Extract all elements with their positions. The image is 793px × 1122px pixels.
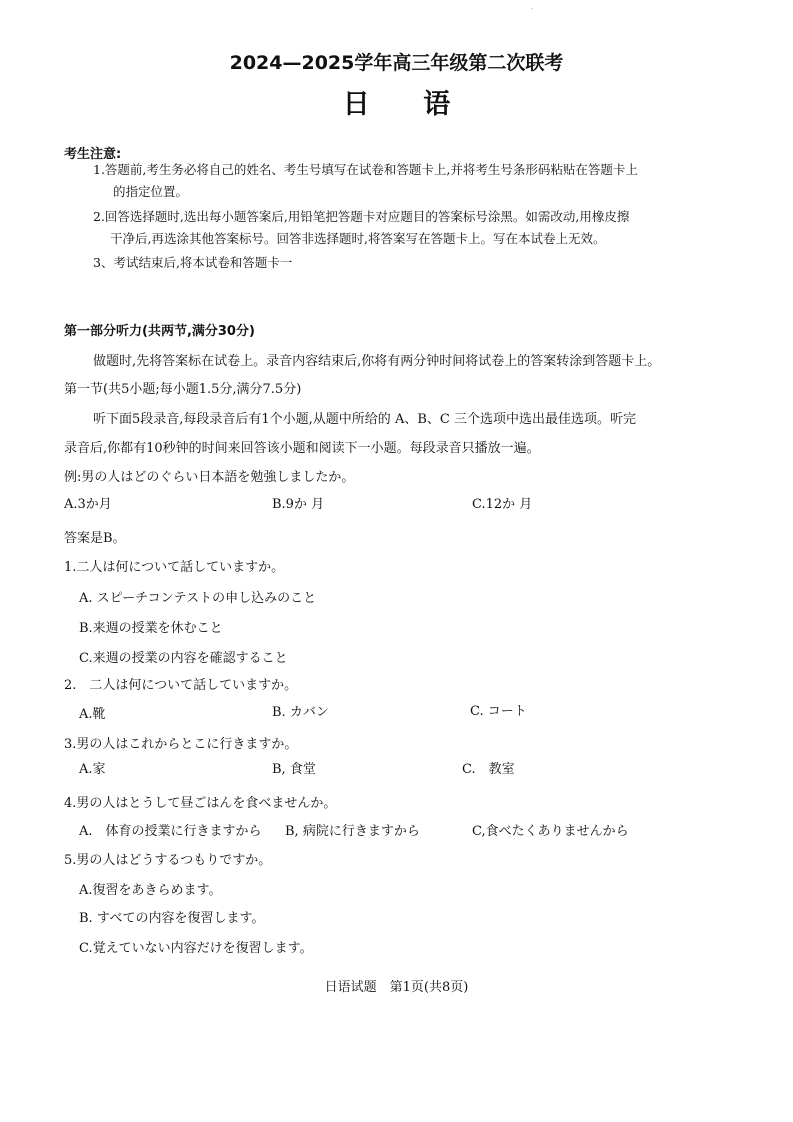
question-3: 3.男の人はこれからとこに行きますか。 — [64, 737, 298, 752]
notice-item: 干净后,再选涂其他答案标号。回答非选择题时,将答案写在答题卡上。写在本试卷上无效。 — [110, 231, 606, 246]
question-1: 1.二人は何について話していますか。 — [64, 560, 285, 575]
q1-option-a: A. スピーチコンテストの申し込みのこと — [79, 591, 317, 606]
q4-option-b: B, 病院に行きますから — [285, 824, 420, 839]
part1-instruction: 做题时,先将答案标在试卷上。录音内容结束后,你将有两分钟时间将试卷上的答案转涂到答题卡上。 — [93, 354, 661, 369]
q5-option-c: C.覚えていない内容だけを復習します。 — [79, 941, 313, 956]
part1-heading: 第一部分听力(共两节,满分30分) — [64, 324, 255, 339]
q3-option-b: B, 食堂 — [272, 762, 316, 777]
subject-title: 日 语 — [342, 89, 473, 120]
q1-option-c: C.来週の授業の内容を確認すること — [79, 651, 288, 666]
q5-option-a: A.復習をあきらめます。 — [79, 883, 222, 898]
section1-directions: 录音后,你都有10秒钟的时间来回答该小题和阅读下一小题。每段录音只播放一遍。 — [64, 441, 540, 456]
q2-option-a: A.靴 — [79, 707, 106, 722]
notice-heading: 考生注意: — [64, 147, 122, 162]
q3-option-c: C. 教室 — [462, 762, 515, 777]
exam-title: 2024—2025学年高三年级第二次联考 — [229, 52, 564, 74]
example-option-b: B.9か 月 — [272, 497, 325, 512]
q2-option-b: B. カバン — [272, 705, 329, 720]
example-option-c: C.12か 月 — [472, 497, 533, 512]
q1-option-b: B.来週の授業を休むこと — [79, 621, 223, 636]
notice-item: 1.答题前,考生务必将自己的姓名、考生号填写在试卷和答题卡上,并将考生号条形码粘贴在答题卡上 — [93, 162, 638, 177]
corner-mark: . — [531, 4, 533, 11]
q5-option-b: B. すべての内容を復習します。 — [79, 911, 265, 926]
question-4: 4.男の人はとうして昼ごはんを食べませんか。 — [64, 796, 337, 811]
example-option-a: A.3か月 — [64, 497, 112, 512]
notice-item: 2.回答选择题时,选出每小题答案后,用铅笔把答题卡对应题目的答案标号涂黑。如需改动,用橡皮擦 — [93, 209, 630, 224]
section1-directions: 听下面5段录音,每段录音后有1个小题,从题中所给的 A、B、C 三个选项中选出最佳选项。听完 — [93, 412, 636, 427]
question-5: 5.男の人はどうするつもりですか。 — [64, 853, 272, 868]
question-2: 2. 二人は何について話していますか。 — [64, 678, 298, 693]
q4-option-c: C,食べたくありませんから — [472, 824, 629, 839]
q3-option-a: A.家 — [79, 762, 106, 777]
section1-heading: 第一节(共5小题;每小题1.5分,满分7.5分) — [64, 382, 302, 397]
notice-item: 3、考试结束后,将本试卷和答题卡一 — [93, 255, 293, 270]
q4-option-a: A. 体育の授業に行きますから — [79, 824, 262, 839]
page-footer: 日语试题 第1页(共8页) — [324, 980, 469, 995]
example-question: 例:男の人はどのぐらい日本語を勉強しましたか。 — [64, 470, 355, 485]
notice-item: 的指定位置。 — [113, 184, 189, 199]
example-answer: 答案是B。 — [64, 531, 126, 546]
q2-option-c: C. コート — [470, 704, 527, 719]
